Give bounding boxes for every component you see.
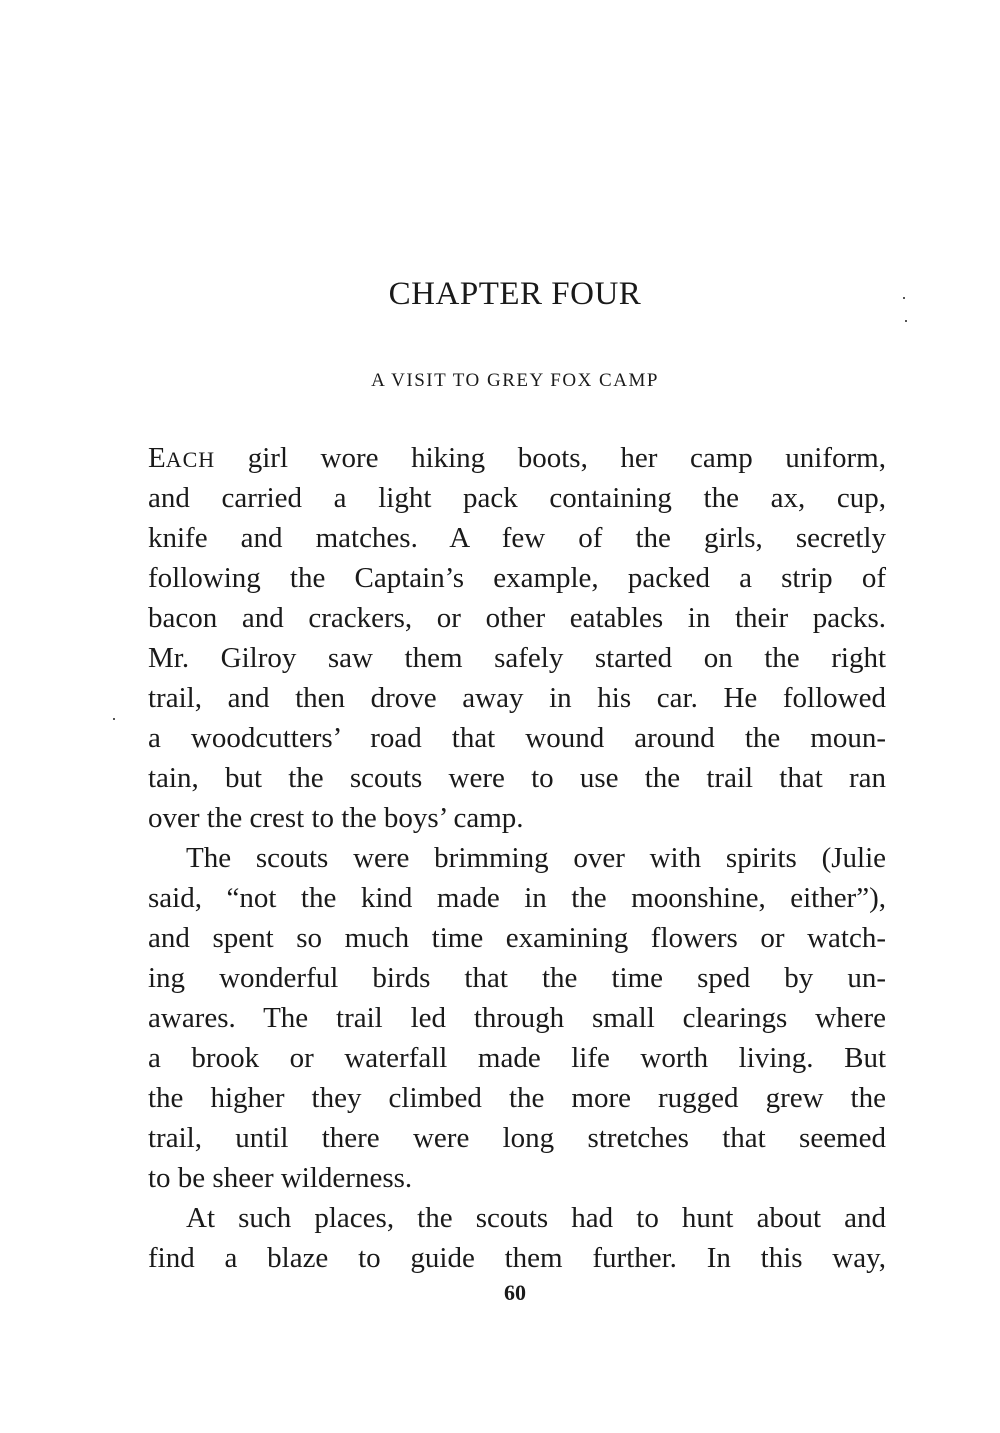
- text-line: a brook or waterfall made life worth living. But: [148, 1042, 886, 1074]
- scan-speck: [905, 320, 907, 322]
- text-line: the higher they climbed the more rugged grew the: [148, 1082, 886, 1114]
- chapter-title: CHAPTER FOUR: [388, 276, 642, 312]
- page-number: 60: [504, 1280, 526, 1305]
- text-line: and carried a light pack containing the ax, cup,: [148, 482, 886, 514]
- line-text: girl wore hiking boots, her camp uniform,: [215, 442, 886, 474]
- text-line: ing wonderful birds that the time sped by un-: [148, 962, 886, 994]
- text-line: bacon and crackers, or other eatables in their packs.: [148, 602, 886, 634]
- text-line: Mr. Gilroy saw them safely started on the right: [148, 642, 886, 674]
- text-line: awares. The trail led through small clearings where: [148, 1002, 886, 1034]
- text-line: trail, until there were long stretches that seemed: [148, 1122, 886, 1154]
- text-line: over the crest to the boys’ camp.: [148, 802, 524, 834]
- text-line: The scouts were brimming over with spirits (Julie: [186, 842, 886, 874]
- drop-initial: E: [148, 442, 166, 474]
- text-line: trail, and then drove away in his car. He followed: [148, 682, 886, 714]
- text-line: a woodcutters’ road that wound around the moun-: [148, 722, 886, 754]
- text-line: said, “not the kind made in the moonshine, either”),: [148, 882, 886, 914]
- text-line: [148, 438, 886, 478]
- text-line: find a blaze to guide them further. In this way,: [148, 1242, 886, 1274]
- scan-speck: [113, 718, 115, 720]
- text-line: At such places, the scouts had to hunt about and: [186, 1202, 886, 1234]
- small-caps-word: ACH: [165, 447, 216, 472]
- text-line: tain, but the scouts were to use the trail that ran: [148, 762, 886, 794]
- text-line: and spent so much time examining flowers or watch-: [148, 922, 886, 954]
- scan-speck: [903, 297, 905, 299]
- text-line: to be sheer wilderness.: [148, 1162, 413, 1194]
- chapter-subtitle: A VISIT TO GREY FOX CAMP: [371, 370, 659, 391]
- text-line: following the Captain’s example, packed a strip of: [148, 562, 886, 594]
- text-line: knife and matches. A few of the girls, secretly: [148, 522, 886, 554]
- body-text: [148, 438, 886, 1278]
